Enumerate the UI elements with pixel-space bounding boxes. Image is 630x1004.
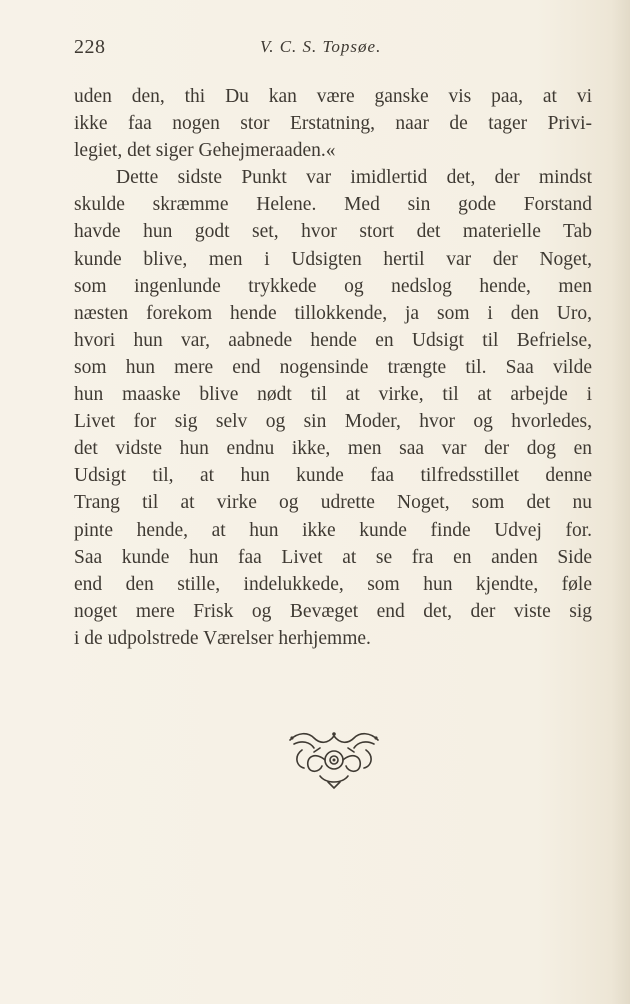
page-number: 228 <box>74 36 106 58</box>
page-header <box>74 36 592 62</box>
text-line: som hun mere end nogensinde trængte til. Saa vilde <box>74 356 592 378</box>
text-line: skulde skræmme Helene. Med sin gode Forstand <box>74 194 592 216</box>
text-line: næsten forekom hende tillokkende, ja som i den Uro, <box>74 302 592 324</box>
text-line: det vidste hun endnu ikke, men saa var der dog en <box>74 438 592 460</box>
text-line: kunde blive, men i Udsigten hertil var der Noget, <box>74 248 592 270</box>
text-line: uden den, thi Du kan være ganske vis paa, at vi <box>74 86 592 107</box>
text-line: Dette sidste Punkt var imidlertid det, der mindst <box>116 167 592 189</box>
text-line: som ingenlunde trykkede og nedslog hende, men <box>74 275 592 297</box>
text-line: Udsigt til, at hun kunde faa tilfredsstillet denne <box>74 465 592 487</box>
text-line: pinte hende, at hun ikke kunde finde Udvej for. <box>74 519 592 541</box>
text-line: Saa kunde hun faa Livet at se fra en anden Side <box>74 546 592 568</box>
text-line: legiet, det siger Gehejmeraaden.« <box>74 140 336 162</box>
text-line: end den stille, indelukkede, som hun kjendte, føle <box>74 573 592 595</box>
text-line: Trang til at virke og udrette Noget, som det nu <box>74 492 592 514</box>
text-line: hvori hun var, aabnede hende en Udsigt til Befrielse, <box>74 329 592 351</box>
body-text <box>74 83 592 652</box>
text-line: Livet for sig selv og sin Moder, hvor og hvorledes, <box>74 411 592 433</box>
text-line: havde hun godt set, hvor stort det materielle Tab <box>74 221 592 243</box>
text-line: hun maaske blive nødt til at virke, til at arbejde i <box>74 384 592 406</box>
text-line: ikke faa nogen stor Erstatning, naar de tager Privi- <box>74 113 592 135</box>
text-line: i de udpolstrede Værelser herhjemme. <box>74 627 371 649</box>
text-line: noget mere Frisk og Bevæget end det, der viste sig <box>74 600 592 622</box>
ornament-vignette-icon <box>284 726 384 790</box>
running-head: V. C. S. Topsøe. <box>260 37 382 56</box>
